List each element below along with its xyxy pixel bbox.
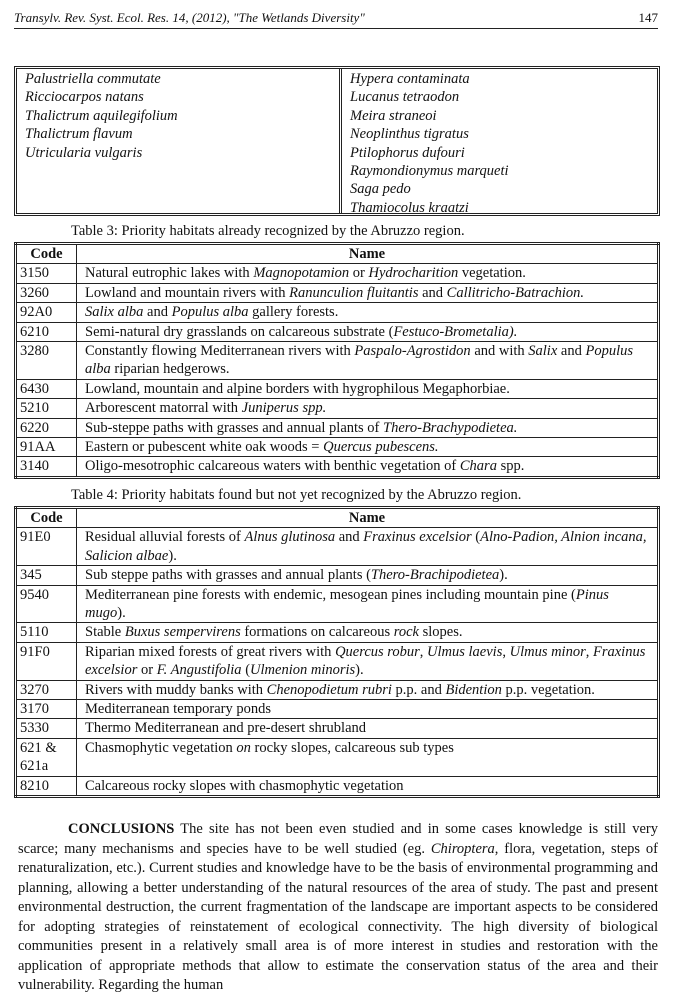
name-text: and — [335, 529, 364, 546]
table-header-row — [16, 508, 659, 528]
habitat-code-cell: 3170 — [16, 700, 77, 719]
table3-caption: Table 3: Priority habitats already recognized by the Abruzzo region. — [71, 223, 465, 239]
table4-caption: Table 4: Priority habitats found but not yet recognized by the Abruzzo region. — [71, 487, 522, 503]
name-text: Mediterranean pine forests with endemic, mesogean pines including mountain pine ( — [85, 586, 576, 603]
table-row — [16, 528, 659, 566]
name-text: and with — [470, 343, 529, 360]
name-text: ( — [241, 662, 251, 679]
code-column-header: Code — [16, 508, 77, 528]
habitat-name-cell — [77, 738, 659, 776]
habitat-code-cell: 621 & 621a — [16, 738, 77, 776]
name-text: rocky slopes, calcareous sub types — [250, 739, 454, 756]
table-row — [16, 438, 659, 457]
name-text: or — [349, 265, 369, 282]
habitat-name-cell — [77, 283, 659, 302]
name-text: ). — [117, 605, 126, 622]
species-name: Lucanus tetraodon — [350, 89, 460, 106]
name-text: p.p. vegetation. — [501, 681, 595, 698]
habitat-name-cell — [77, 700, 659, 719]
name-text: slopes. — [418, 624, 463, 641]
italic-taxon-text: Quercus robur — [335, 643, 420, 660]
name-text: and — [557, 343, 586, 360]
name-text: , — [585, 643, 593, 660]
name-text: , flora, vegetation, steps of renaturalization, etc.). Current studies and knowledge have to be the basis of environmental programming and planning, allowing a better understanding of the natural resources of the area of study. The past and present environmental destruction, the current fragmentation of the landscape are important aspects to be considered for adopting strategies of reinstatement of ecological connectivity. The high diversity of biological communities present in a relatively small area is of more interest in studies and restoration with the application of appropriate methods that allow to estimate the conservation status of the area and their vulnerability. Regarding the human — [18, 840, 659, 993]
species-name: Hypera contaminata — [350, 71, 470, 87]
table3-priority-habitats — [14, 242, 660, 479]
italic-taxon-text: Juniperus spp. — [241, 400, 327, 417]
habitat-code-cell: 3280 — [16, 342, 77, 380]
table4-priority-habitats — [14, 506, 660, 798]
table-row — [16, 303, 659, 322]
species-name: Thalictrum flavum — [25, 126, 133, 143]
species-name: Utricularia vulgaris — [25, 144, 143, 161]
table-row — [16, 342, 659, 380]
name-text: Arborescent matorral with — [85, 400, 242, 417]
habitat-code-cell: 6220 — [16, 418, 77, 437]
name-text: Mediterranean temporary ponds — [85, 701, 272, 718]
habitat-name-cell — [77, 642, 659, 680]
table-row — [16, 264, 659, 283]
italic-taxon-text: Magnopotamion — [253, 265, 350, 282]
habitat-code-cell: 91E0 — [16, 528, 77, 566]
name-text: and — [418, 284, 447, 301]
table-row — [16, 379, 659, 398]
species-name: Thamiocolus kraatzi — [350, 199, 469, 216]
table-row — [16, 776, 659, 796]
italic-taxon-text: Hydrocharition — [368, 265, 459, 282]
table-row — [16, 719, 659, 738]
name-text: Lowland, mountain and alpine borders with hygrophilous Megaphorbiae. — [85, 380, 510, 397]
habitat-name-cell — [77, 399, 659, 418]
habitat-name-cell — [77, 719, 659, 738]
habitat-code-cell: 91F0 — [16, 642, 77, 680]
habitat-code-cell: 6430 — [16, 379, 77, 398]
italic-taxon-text: Paspalo-Agrostidon — [354, 343, 471, 360]
habitat-name-cell — [77, 623, 659, 642]
habitat-name-cell — [77, 322, 659, 341]
code-column-header: Code — [16, 244, 77, 264]
name-text: gallery forests. — [248, 304, 339, 321]
italic-taxon-text: Ranunculion fluitantis — [289, 284, 419, 301]
name-column-header: Name — [77, 244, 659, 264]
name-text: Thermo Mediterranean and pre-desert shrubland — [85, 720, 367, 737]
name-text: p.p. and — [391, 681, 446, 698]
insect-species-column — [342, 69, 657, 216]
habitat-code-cell: 5110 — [16, 623, 77, 642]
species-name: Palustriella commutate — [25, 71, 161, 87]
habitat-name-cell — [77, 566, 659, 585]
name-text: Semi-natural dry grasslands on calcareous substrate ( — [85, 323, 394, 340]
species-list-table — [14, 66, 660, 216]
habitat-name-cell — [77, 379, 659, 398]
habitat-name-cell — [77, 418, 659, 437]
habitat-name-cell — [77, 264, 659, 283]
name-text: Sub steppe paths with grasses and annual plants ( — [85, 567, 371, 584]
italic-taxon-text: Fraxinus excelsior — [363, 529, 472, 546]
name-text: Eastern or pubescent white oak woods = — [85, 439, 324, 456]
habitat-name-cell — [77, 680, 659, 699]
species-name: Ptilophorus dufouri — [350, 144, 465, 161]
name-text: , — [502, 643, 510, 660]
italic-taxon-text: Festuco-Brometalia). — [393, 323, 518, 340]
habitat-code-cell: 9540 — [16, 585, 77, 623]
italic-taxon-text: Ulmus minor — [509, 643, 586, 660]
table-row — [16, 457, 659, 477]
table-row — [16, 700, 659, 719]
name-column-header: Name — [77, 508, 659, 528]
italic-taxon-text: Salix alba — [85, 304, 144, 321]
name-text: Residual alluvial forests of — [85, 529, 245, 546]
name-text: ). — [168, 547, 177, 564]
species-name: Raymondionymus marqueti — [350, 163, 509, 180]
name-text: Riparian mixed forests of great rivers with — [85, 643, 336, 660]
italic-taxon-text: Callitricho-Batrachion. — [446, 284, 584, 301]
habitat-code-cell: 8210 — [16, 776, 77, 796]
species-name: Saga pedo — [350, 181, 411, 198]
habitat-name-cell — [77, 342, 659, 380]
name-text: spp. — [496, 458, 525, 475]
habitat-code-cell: 5210 — [16, 399, 77, 418]
italic-taxon-text: rock — [393, 624, 419, 641]
name-text: , — [419, 643, 428, 660]
page-number: 147 — [638, 10, 658, 25]
table-header-row — [16, 244, 659, 264]
italic-taxon-text: Bidention — [445, 681, 502, 698]
name-text: Oligo-mesotrophic calcareous waters with benthic vegetation of — [85, 458, 460, 475]
italic-taxon-text: Salix — [528, 343, 558, 360]
name-text: riparian hedgerows. — [110, 361, 230, 378]
name-text: Natural eutrophic lakes with — [85, 265, 254, 282]
habitat-name-cell — [77, 438, 659, 457]
italic-taxon-text: on — [236, 739, 251, 756]
italic-taxon-text: Thero-Brachipodietea — [370, 567, 500, 584]
species-name: Neoplinthus tigratus — [350, 126, 469, 143]
journal-citation: Transylv. Rev. Syst. Ecol. Res. 14, (2012), "The Wetlands Diversity" — [14, 10, 365, 25]
table-row — [16, 642, 659, 680]
conclusions-paragraph — [18, 820, 658, 996]
table-row — [16, 680, 659, 699]
italic-taxon-text: Chiroptera — [430, 840, 495, 857]
table4-body — [16, 528, 659, 797]
running-head — [14, 10, 658, 29]
conclusions-heading: CONCLUSIONS — [68, 821, 175, 837]
table-row — [16, 738, 659, 776]
habitat-code-cell: 345 — [16, 566, 77, 585]
habitat-name-cell — [77, 776, 659, 796]
name-text: Constantly flowing Mediterranean rivers with — [85, 343, 355, 360]
habitat-code-cell: 3270 — [16, 680, 77, 699]
habitat-code-cell: 3150 — [16, 264, 77, 283]
habitat-name-cell — [77, 585, 659, 623]
habitat-code-cell: 92A0 — [16, 303, 77, 322]
italic-taxon-text: Pinus mugo — [85, 586, 609, 622]
name-text: Stable — [85, 624, 125, 641]
italic-taxon-text: Alnus glutinosa — [244, 529, 336, 546]
table-row — [16, 418, 659, 437]
italic-taxon-text: Populus alba — [171, 304, 249, 321]
habitat-code-cell: 3140 — [16, 457, 77, 477]
table-row — [16, 566, 659, 585]
plant-species-column — [17, 69, 342, 213]
table-row — [16, 585, 659, 623]
habitat-code-cell: 3260 — [16, 283, 77, 302]
habitat-code-cell: 6210 — [16, 322, 77, 341]
italic-taxon-text: F. Angustifolia — [156, 662, 242, 679]
table-row — [16, 322, 659, 341]
italic-taxon-text: Chara — [459, 458, 497, 475]
italic-taxon-text: Thero-Brachypodietea. — [383, 419, 518, 436]
table-row — [16, 399, 659, 418]
italic-taxon-text: Alno-Padion, Alnion incana, Salicion albae — [85, 529, 647, 564]
italic-taxon-text: Ulmenion minoris — [250, 662, 356, 679]
italic-taxon-text: Buxus sempervirens — [124, 624, 241, 641]
species-name: Thalictrum aquilegifolium — [25, 107, 178, 124]
italic-taxon-text: Chenopodietum rubri — [266, 681, 392, 698]
name-text: and — [143, 304, 172, 321]
name-text: Chasmophytic vegetation — [85, 739, 237, 756]
italic-taxon-text: Fraxinus excelsior — [85, 643, 646, 679]
habitat-name-cell — [77, 457, 659, 477]
name-text: or — [137, 662, 157, 679]
name-text: Calcareous rocky slopes with chasmophytic vegetation — [85, 777, 404, 794]
name-text: formations on calcareous — [240, 624, 394, 641]
table-row — [16, 283, 659, 302]
habitat-name-cell — [77, 528, 659, 566]
name-text: Sub-steppe paths with grasses and annual plants of — [85, 419, 384, 436]
name-text: The site has not been even studied and in some cases knowledge is still very scarce; many mechanisms and species have to be well studied (eg. — [18, 821, 658, 857]
name-text: ). — [499, 567, 508, 584]
species-name: Ricciocarpos natans — [25, 89, 144, 106]
italic-taxon-text: Populus alba — [85, 343, 633, 378]
italic-taxon-text: Quercus pubescens. — [323, 439, 439, 456]
habitat-code-cell: 91AA — [16, 438, 77, 457]
table3-body — [16, 264, 659, 477]
habitat-name-cell — [77, 303, 659, 322]
name-text: vegetation. — [458, 265, 526, 282]
name-text: ( — [471, 529, 481, 546]
conclusions-text — [18, 821, 658, 993]
name-text: Rivers with muddy banks with — [85, 681, 267, 698]
italic-taxon-text: Ulmus laevis — [427, 643, 503, 660]
table-row — [16, 623, 659, 642]
habitat-code-cell: 5330 — [16, 719, 77, 738]
name-text: Lowland and mountain rivers with — [85, 284, 290, 301]
species-name: Meira straneoi — [350, 107, 437, 124]
name-text: ). — [355, 662, 364, 679]
